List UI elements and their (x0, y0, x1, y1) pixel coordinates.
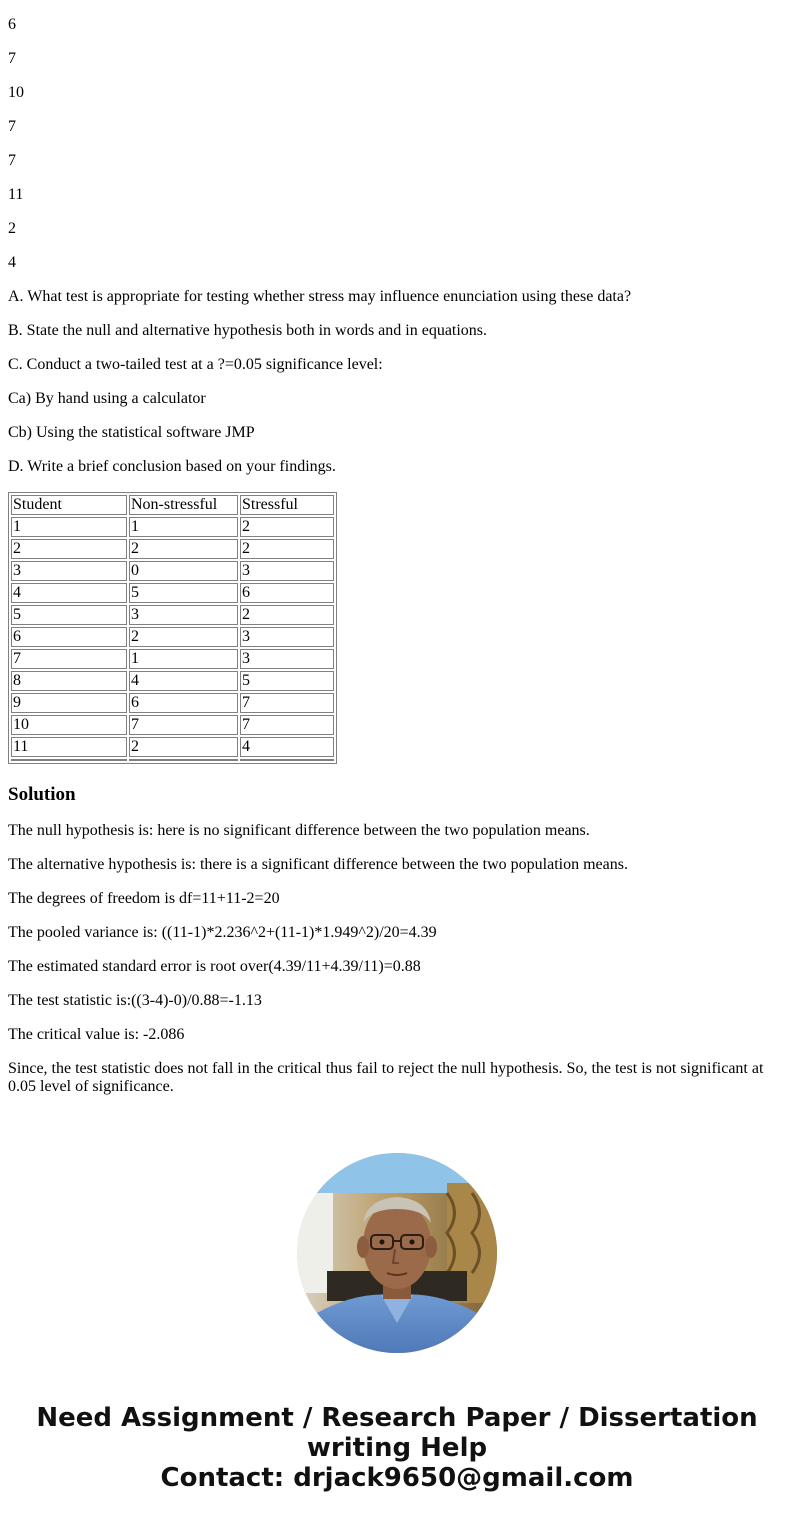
table-cell: 2 (240, 605, 334, 625)
question-b: B. State the null and alternative hypothesis both in words and in equations. (8, 322, 488, 339)
solution-line: The critical value is: -2.086 (8, 1026, 185, 1043)
table-cell: 0 (129, 561, 238, 581)
table-header: Student (11, 495, 127, 515)
table-cell (129, 759, 238, 761)
table-cell: 1 (129, 649, 238, 669)
question-d: D. Write a brief conclusion based on your findings. (8, 458, 336, 475)
table-cell: 7 (129, 715, 238, 735)
table-cell: 1 (11, 517, 127, 537)
data-table (8, 492, 337, 764)
table-row (11, 737, 334, 757)
solution-heading: Solution (8, 784, 76, 805)
table-row (11, 605, 334, 625)
document-body (8, 0, 786, 1112)
table-cell: 2 (240, 517, 334, 537)
promo-line: Need Assignment / Research Paper / Dissertation (36, 1403, 758, 1433)
promo-footer (0, 1403, 794, 1493)
solution-body (8, 822, 786, 1096)
table-cell: 2 (11, 539, 127, 559)
list-item: 7 (8, 50, 16, 67)
table-header-row (11, 495, 334, 515)
list-item: 4 (8, 254, 16, 271)
avatar (297, 1153, 497, 1353)
table-cell: 3 (240, 627, 334, 647)
table-cell: 4 (129, 671, 238, 691)
table-cell: 9 (11, 693, 127, 713)
avatar-portrait (297, 1153, 497, 1353)
table-cell: 5 (240, 671, 334, 691)
table-row (11, 693, 334, 713)
table-cell (11, 759, 127, 761)
table-cell: 10 (11, 715, 127, 735)
table-empty-row (11, 759, 334, 761)
number-list (8, 0, 786, 272)
table-cell: 3 (129, 605, 238, 625)
table-cell: 7 (11, 649, 127, 669)
contact-line: Contact: drjack9650@gmail.com (160, 1463, 634, 1493)
table-row (11, 539, 334, 559)
table-cell: 4 (240, 737, 334, 757)
table-cell: 8 (11, 671, 127, 691)
solution-line: The pooled variance is: ((11-1)*2.236^2+(11-1)*1.949^2)/20=4.39 (8, 924, 437, 941)
table-cell: 3 (240, 561, 334, 581)
solution-line: Since, the test statistic does not fall in the critical thus fail to reject the null hypothesis. So, the test is not significant at 0.05 level of significance. (8, 1060, 764, 1095)
table-cell: 3 (240, 649, 334, 669)
table-cell: 3 (11, 561, 127, 581)
table-cell: 6 (11, 627, 127, 647)
table-cell: 6 (129, 693, 238, 713)
table-header: Stressful (240, 495, 334, 515)
solution-line: The estimated standard error is root over(4.39/11+4.39/11)=0.88 (8, 958, 421, 975)
table-row (11, 561, 334, 581)
table-cell: 4 (11, 583, 127, 603)
solution-line: The null hypothesis is: here is no significant difference between the two population means. (8, 822, 590, 839)
solution-line: The degrees of freedom is df=11+11-2=20 (8, 890, 280, 907)
table-cell: 5 (129, 583, 238, 603)
table-cell: 2 (129, 539, 238, 559)
table-cell: 7 (240, 693, 334, 713)
question-a: A. What test is appropriate for testing whether stress may influence enunciation using these data? (8, 288, 632, 305)
table-row (11, 517, 334, 537)
table-row (11, 671, 334, 691)
question-list (8, 288, 786, 476)
table-row (11, 649, 334, 669)
table-row (11, 627, 334, 647)
list-item: 10 (8, 84, 24, 101)
table-header: Non-stressful (129, 495, 238, 515)
solution-line: The test statistic is:((3-4)-0)/0.88=-1.13 (8, 992, 262, 1009)
solution-line: The alternative hypothesis is: there is a significant difference between the two population means. (8, 856, 628, 873)
list-item: 11 (8, 186, 24, 203)
table-cell: 5 (11, 605, 127, 625)
table-cell: 2 (129, 737, 238, 757)
table-cell: 6 (240, 583, 334, 603)
table-cell (240, 759, 334, 761)
question-cb: Cb) Using the statistical software JMP (8, 424, 255, 441)
list-item: 6 (8, 16, 16, 33)
table-row (11, 715, 334, 735)
list-item: 2 (8, 220, 16, 237)
list-item: 7 (8, 118, 16, 135)
table-cell: 1 (129, 517, 238, 537)
table-cell: 2 (129, 627, 238, 647)
table-row (11, 583, 334, 603)
question-ca: Ca) By hand using a calculator (8, 390, 206, 407)
question-c: C. Conduct a two-tailed test at a ?=0.05 significance level: (8, 356, 383, 373)
list-item: 7 (8, 152, 16, 169)
table-cell: 11 (11, 737, 127, 757)
promo-line: writing Help (306, 1433, 488, 1463)
table-cell: 7 (240, 715, 334, 735)
table-cell: 2 (240, 539, 334, 559)
